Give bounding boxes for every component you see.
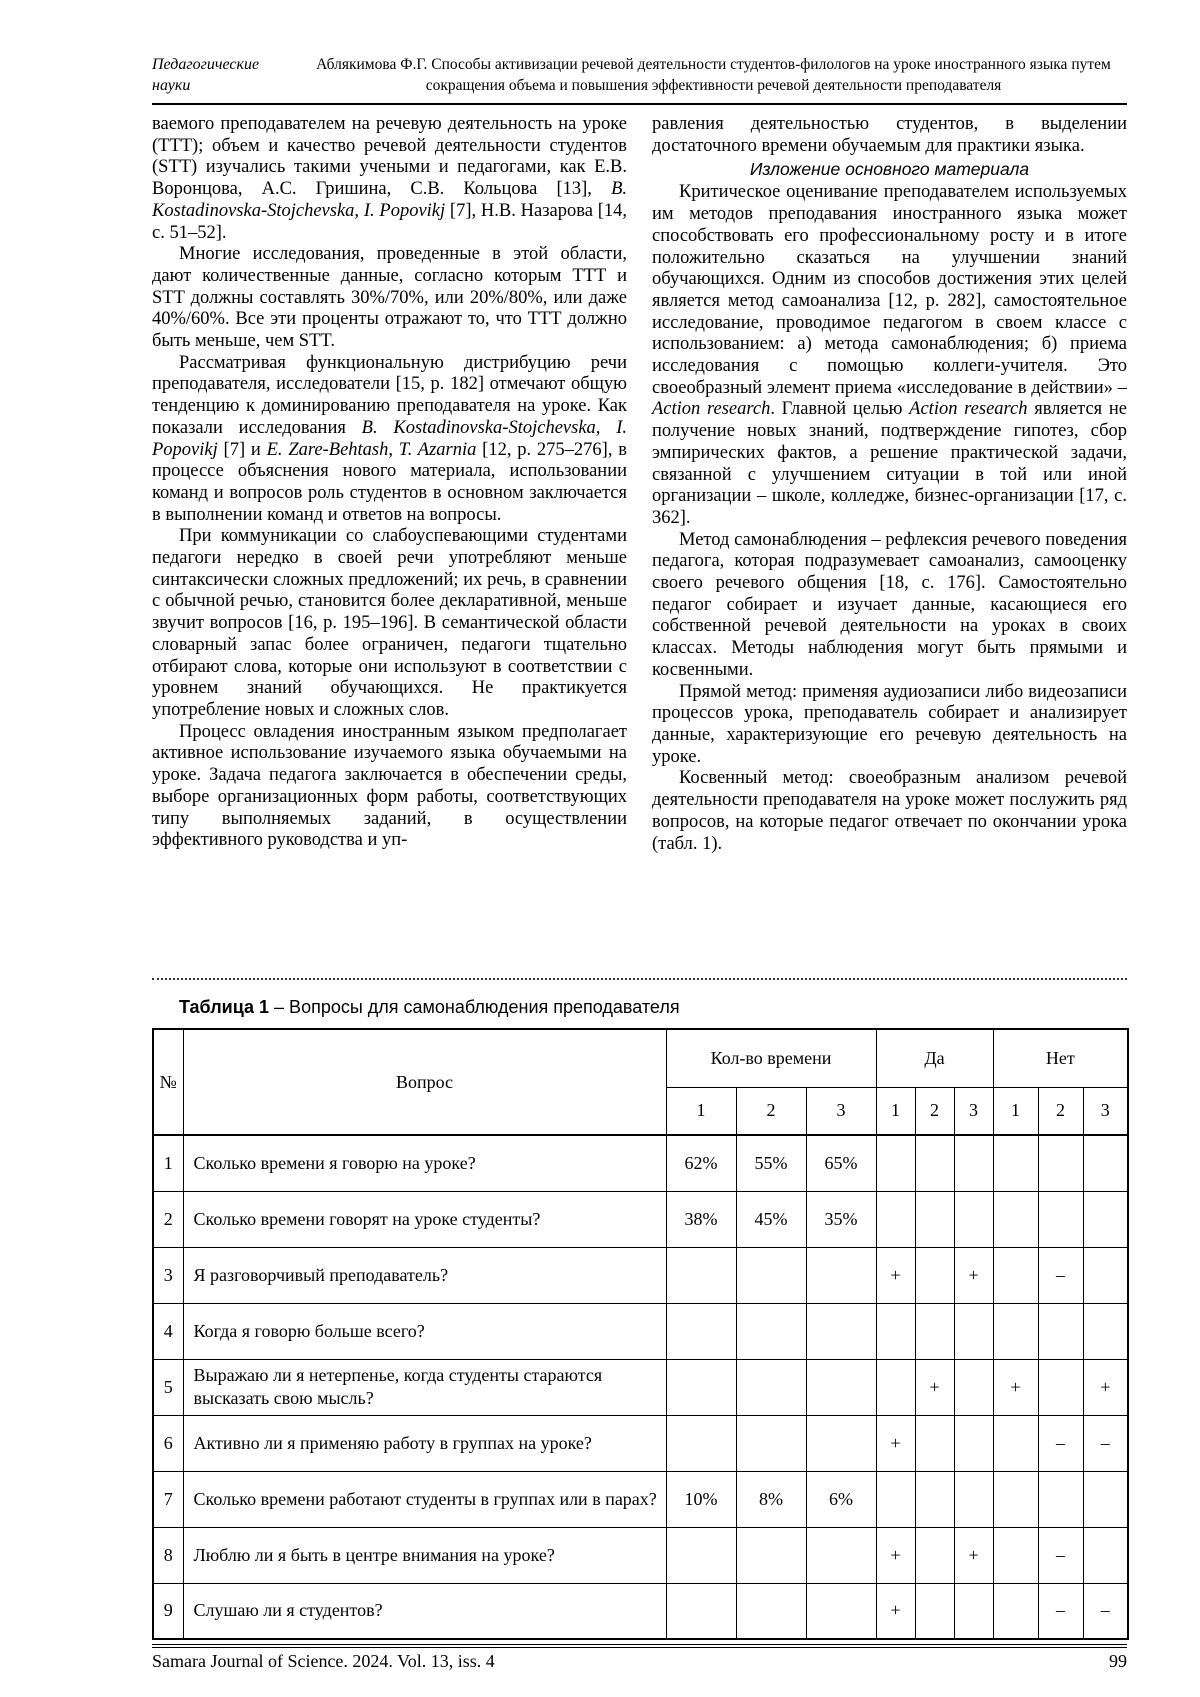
time-value-cell: 6% (806, 1471, 876, 1527)
text-segment: . Главной целью (770, 399, 910, 420)
text-segment: При коммуникации со слабоуспевающими студентами педагоги нередко в своей речи употребляют меньше синтаксически сложных предложений; их речь, в сравнении с обычной речью, становится более декларативной, меньше звучит вопросов [16, p. 195–196]. В семантической области словарный запас более ограничен, педагоги тщательно отбирают слова, которые они используют в соответствии с уровнем знаний обучающихся. Не практикуется употребление новых и сложных слов. (152, 526, 627, 720)
no-mark-cell (993, 1135, 1038, 1191)
text-segment: Рассматривая функциональную дистрибуцию речи преподавателя, исследователи [15, p. 182] отмечают общую тенденцию к доминированию преподавателя на уроке. Как показали исследования (152, 352, 627, 438)
row-number-cell: 6 (153, 1415, 183, 1471)
no-mark-cell (1083, 1191, 1128, 1247)
no-mark-cell (1038, 1135, 1083, 1191)
italic-text-segment: E. Zare-Behtash, T. Azarnia (266, 439, 477, 460)
body-paragraph (152, 353, 627, 527)
subcol-no-1: 1 (993, 1087, 1038, 1135)
time-value-cell (736, 1359, 806, 1415)
row-number-cell: 1 (153, 1135, 183, 1191)
no-mark-cell (993, 1415, 1038, 1471)
italic-text-segment: Изложение основного материала (749, 159, 1030, 180)
time-value-cell (806, 1527, 876, 1583)
yes-mark-cell (876, 1359, 915, 1415)
time-value-cell (806, 1247, 876, 1303)
body-paragraph (652, 530, 1127, 682)
yes-mark-cell: + (876, 1247, 915, 1303)
self-observation-table (152, 1028, 1129, 1640)
col-header-question: Вопрос (183, 1029, 666, 1135)
subcol-yes-1: 1 (876, 1087, 915, 1135)
italic-text-segment: Action research (652, 399, 771, 420)
time-value-cell (666, 1303, 736, 1359)
text-segment: Метод самонаблюдения – рефлексия речевого поведения педагога, которая подразумевает самоанализ, самооценку своего речевого общения [18, с. 176]. Самостоятельно педагог собирает и изучает данные, касающиеся его собственной речевой деятельности на уроках в своих классах. Методы наблюдения могут быть прямыми и косвенными. (652, 529, 1127, 680)
time-value-cell: 65% (806, 1135, 876, 1191)
table-row (153, 1135, 1128, 1191)
header-rule (152, 103, 1127, 105)
table-row (153, 1471, 1128, 1527)
time-value-cell (736, 1415, 806, 1471)
yes-mark-cell (954, 1359, 993, 1415)
no-mark-cell (1038, 1471, 1083, 1527)
table-caption (179, 996, 1127, 1018)
table-header (153, 1029, 1128, 1135)
yes-mark-cell (915, 1527, 954, 1583)
no-mark-cell: + (1083, 1359, 1128, 1415)
text-segment: Многие исследования, проведенные в этой области, дают количественные данные, согласно которым ТТТ и STT должны составлять 30%/70%, или 20%/80%, или даже 40%/60%. Все эти проценты отражают то, что ТТТ должно быть меньше, чем STT. (152, 244, 627, 352)
table-row (153, 1191, 1128, 1247)
table-row (153, 1415, 1128, 1471)
no-mark-cell (1083, 1527, 1128, 1583)
question-cell: Люблю ли я быть в центре внимания на уроке? (183, 1527, 666, 1583)
body-paragraph (152, 114, 627, 244)
body-paragraph (652, 682, 1127, 769)
no-mark-cell (993, 1527, 1038, 1583)
no-mark-cell (993, 1583, 1038, 1639)
time-value-cell (736, 1527, 806, 1583)
subcol-no-2: 2 (1038, 1087, 1083, 1135)
row-number-cell: 5 (153, 1359, 183, 1415)
time-value-cell (806, 1359, 876, 1415)
table-row (153, 1247, 1128, 1303)
row-number-cell: 4 (153, 1303, 183, 1359)
yes-mark-cell (876, 1135, 915, 1191)
time-value-cell: 55% (736, 1135, 806, 1191)
yes-mark-cell (954, 1135, 993, 1191)
no-mark-cell (1038, 1191, 1083, 1247)
no-mark-cell: – (1083, 1415, 1128, 1471)
text-segment: [12, p. 275–276], в процессе объяснения нового материала, использовании команд и вопросов роль студентов в основном заключается в выполнении команд и ответов на вопросы. (152, 439, 627, 525)
col-header-no: Нет (993, 1029, 1128, 1087)
no-mark-cell: – (1083, 1583, 1128, 1639)
table-caption-label: Таблица 1 (179, 997, 270, 1017)
time-value-cell: 38% (666, 1191, 736, 1247)
table-body (153, 1135, 1128, 1639)
text-segment: Критическое оценивание преподавателем используемых им методов преподавания иностранного языка может способствовать его профессиональному росту и в итоге положительно сказаться на улучшении знаний обучающихся. Одним из способов достижения этих целей является метод самоанализа [12, p. 282], самостоятельное исследование, проводимое педагогом в своем классе с использованием: а) метода самонаблюдения; б) приема исследования с помощью коллеги-учителя. Это своеобразный элемент приема «исследование в действии» – (652, 182, 1127, 398)
text-segment: является не получение новых знаний, подтверждение гипотез, сбор эмпирических фактов, а решение практической задачи, связанной с улучшением ситуации в той или иной организации – школе, колледже, бизнес-организации [17, с. 362]. (652, 399, 1127, 528)
yes-mark-cell (915, 1303, 954, 1359)
time-value-cell: 8% (736, 1471, 806, 1527)
text-segment: Процесс овладения иностранным языком предполагает активное использование изучаемого языка обучаемыми на уроке. Задача педагога заключается в обеспечении среды, выборе организационных форм работы, соответствующих типу выполняемых заданий, в осуществлении эффективного руководства и уп- (152, 721, 627, 851)
page-number: 99 (1109, 1651, 1127, 1671)
italic-text-segment: Action research (909, 399, 1028, 420)
col-header-number: № (153, 1029, 183, 1135)
time-value-cell (736, 1247, 806, 1303)
yes-mark-cell (915, 1471, 954, 1527)
no-mark-cell (1038, 1303, 1083, 1359)
subcol-time-2: 2 (736, 1087, 806, 1135)
yes-mark-cell (915, 1415, 954, 1471)
time-value-cell: 35% (806, 1191, 876, 1247)
table-row (153, 1583, 1128, 1639)
time-value-cell (806, 1303, 876, 1359)
page-header (152, 54, 1127, 96)
question-cell: Сколько времени работают студенты в группах или в парах? (183, 1471, 666, 1527)
no-mark-cell: – (1038, 1583, 1083, 1639)
yes-mark-cell (915, 1583, 954, 1639)
time-value-cell (736, 1583, 806, 1639)
article-body (152, 114, 1127, 920)
time-value-cell (666, 1359, 736, 1415)
text-segment: Косвенный метод: своеобразным анализом речевой деятельности преподавателя на уроке может послужить ряд вопросов, на которые педагог отвечает по окончании урока (табл. 1). (652, 768, 1127, 854)
yes-mark-cell (954, 1303, 993, 1359)
yes-mark-cell: + (954, 1247, 993, 1303)
yes-mark-cell (915, 1247, 954, 1303)
subcol-yes-3: 3 (954, 1087, 993, 1135)
question-cell: Я разговорчивый преподаватель? (183, 1247, 666, 1303)
row-number-cell: 9 (153, 1583, 183, 1639)
column-right (652, 114, 1127, 920)
body-paragraph (652, 114, 1127, 157)
question-cell: Сколько времени я говорю на уроке? (183, 1135, 666, 1191)
italic-text-segment: B. Kostadinovska-Stojchevska, I. Popovikj (152, 417, 627, 460)
section-divider-dotted (152, 978, 1127, 980)
section-heading (652, 157, 1127, 182)
yes-mark-cell: + (876, 1415, 915, 1471)
table-caption-text: – Вопросы для самонаблюдения преподавателя (269, 997, 680, 1017)
time-value-cell (666, 1527, 736, 1583)
body-paragraph (152, 526, 627, 721)
no-mark-cell (993, 1303, 1038, 1359)
text-segment: равления деятельностью студентов, в выделении достаточного времени обучаемым для практики языка. (652, 114, 1127, 156)
no-mark-cell: + (993, 1359, 1038, 1415)
journal-citation: Samara Journal of Science. 2024. Vol. 13, iss. 4 (152, 1651, 495, 1671)
subcol-no-3: 3 (1083, 1087, 1128, 1135)
yes-mark-cell: + (876, 1527, 915, 1583)
time-value-cell (736, 1303, 806, 1359)
yes-mark-cell: + (954, 1527, 993, 1583)
italic-text-segment: B. Kostadinovska-Stojchevska, I. Popovikj (152, 179, 627, 221)
yes-mark-cell (954, 1471, 993, 1527)
time-value-cell: 62% (666, 1135, 736, 1191)
row-number-cell: 2 (153, 1191, 183, 1247)
body-paragraph (152, 244, 627, 353)
footer-rule (152, 1644, 1127, 1648)
yes-mark-cell (954, 1415, 993, 1471)
question-cell: Слушаю ли я студентов? (183, 1583, 666, 1639)
yes-mark-cell (915, 1135, 954, 1191)
time-value-cell (806, 1583, 876, 1639)
text-segment: [7], Н.В. Назарова [14, с. 51–52]. (152, 200, 627, 243)
subcol-time-3: 3 (806, 1087, 876, 1135)
yes-mark-cell: + (915, 1359, 954, 1415)
no-mark-cell (1083, 1303, 1128, 1359)
question-cell: Активно ли я применяю работу в группах на уроке? (183, 1415, 666, 1471)
time-value-cell (806, 1415, 876, 1471)
row-number-cell: 8 (153, 1527, 183, 1583)
no-mark-cell: – (1038, 1415, 1083, 1471)
time-value-cell: 10% (666, 1471, 736, 1527)
row-number-cell: 3 (153, 1247, 183, 1303)
time-value-cell (666, 1247, 736, 1303)
col-header-time: Кол-во времени (666, 1029, 876, 1087)
no-mark-cell (993, 1247, 1038, 1303)
journal-section-label: Педагогические науки (152, 56, 260, 94)
page-footer (152, 1651, 1127, 1672)
question-cell: Сколько времени говорят на уроке студенты? (183, 1191, 666, 1247)
yes-mark-cell (876, 1303, 915, 1359)
yes-mark-cell: + (876, 1583, 915, 1639)
question-cell: Когда я говорю больше всего? (183, 1303, 666, 1359)
no-mark-cell (1083, 1471, 1128, 1527)
subcol-time-1: 1 (666, 1087, 736, 1135)
col-header-yes: Да (876, 1029, 993, 1087)
text-segment: Прямой метод: применяя аудиозаписи либо видеозаписи процессов урока, преподаватель собирает и анализирует данные, характеризующие его речевую деятельность на уроке. (652, 681, 1127, 767)
no-mark-cell (993, 1191, 1038, 1247)
table-row (153, 1527, 1128, 1583)
subcol-yes-2: 2 (915, 1087, 954, 1135)
question-cell: Выражаю ли я нетерпенье, когда студенты стараются высказать свою мысль? (183, 1359, 666, 1415)
yes-mark-cell (876, 1191, 915, 1247)
table-row (153, 1303, 1128, 1359)
running-title: Аблякимова Ф.Г. Способы активизации речевой деятельности студентов-филологов на уроке иностранного языка путем сокращения объема и повышения эффективности речевой деятельности преподавателя (316, 56, 1111, 94)
body-paragraph (652, 768, 1127, 855)
no-mark-cell (1083, 1247, 1128, 1303)
body-paragraph (652, 182, 1127, 529)
body-paragraph (152, 722, 627, 852)
yes-mark-cell (876, 1471, 915, 1527)
no-mark-cell (1038, 1359, 1083, 1415)
no-mark-cell: – (1038, 1527, 1083, 1583)
time-value-cell (666, 1415, 736, 1471)
row-number-cell: 7 (153, 1471, 183, 1527)
time-value-cell (666, 1583, 736, 1639)
no-mark-cell: – (1038, 1247, 1083, 1303)
yes-mark-cell (954, 1583, 993, 1639)
no-mark-cell (993, 1471, 1038, 1527)
no-mark-cell (1083, 1135, 1128, 1191)
text-segment: ваемого преподавателем на речевую деятельность на уроке (ТТТ); объем и качество речевой деятельности студентов (STT) изучались такими учеными и педагогами, как Е.В. Воронцова, А.С. Гришина, С.В. Кольцова [13], (152, 114, 627, 200)
yes-mark-cell (915, 1191, 954, 1247)
time-value-cell: 45% (736, 1191, 806, 1247)
yes-mark-cell (954, 1191, 993, 1247)
table-row (153, 1359, 1128, 1415)
column-left (152, 114, 627, 920)
text-segment: [7] и (217, 439, 267, 460)
